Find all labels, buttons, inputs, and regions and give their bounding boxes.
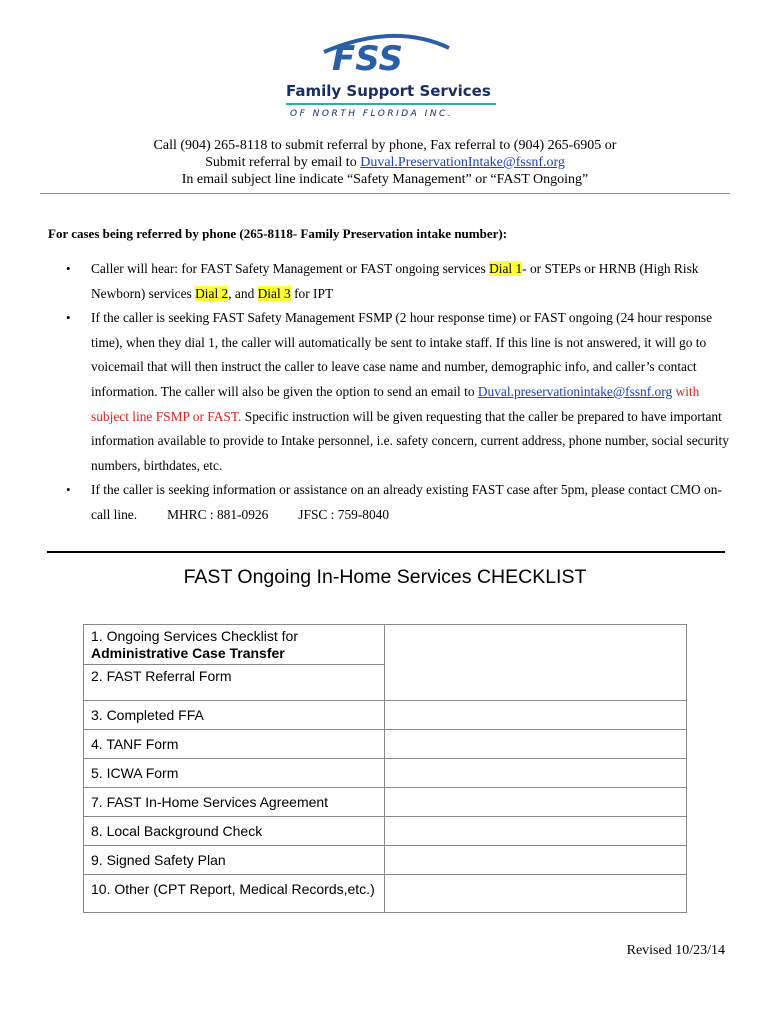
referral-email-link[interactable]: Duval.PreservationIntake@fssnf.org [360,155,565,170]
checklist-item: 7. FAST In-Home Services Agreement [84,788,385,817]
svg-text:OF NORTH FLORIDA INC.: OF NORTH FLORIDA INC. [290,109,454,119]
revision-date: Revised 10/23/14 [626,943,725,958]
checklist-check-cell[interactable] [385,817,687,846]
contact-line-1: Call (904) 265-8118 to submit referral by phone, Fax referral to (904) 265-6905 or [153,138,617,153]
bullet-icon: • [66,261,71,276]
table-row [84,701,687,730]
checklist-check-cell[interactable] [385,625,687,701]
mhrc-phone: MHRC : 881-0926 [167,506,269,522]
bullet-2-text-b: Specific instruction will be given requesting that the caller be prepared to have important information available to provide to Intake personnel, i.e. safety concern, current address, phone number, social security numbers, birthdates, etc. [91,408,729,473]
table-row [84,759,687,788]
checklist-item-1-text: 1. Ongoing Services Checklist for [91,628,298,644]
checklist-item-1-bold: Administrative Case Transfer [91,645,285,661]
checklist-table [83,624,687,913]
svg-text:Family Support Services: Family Support Services [286,82,491,100]
bullet-2-text-a: If the caller is seeking FAST Safety Management FSMP (2 hour response time) or FAST ongoing (24 hour response time), when they dial 1, the caller will automatically be sent to intake staff. If this line is not answered, it will go to voicemail that will then instruct the caller to leave case name and number, demographic info, and caller’s contact information. The caller will also be given the option to send an email to [91,310,713,399]
divider-top [40,193,730,194]
table-row [84,730,687,759]
contact-line-2 [40,154,730,171]
list-item [66,306,732,478]
bullet-1-text-b: - or STEPs or HRNB (High Risk Newborn) services [91,261,699,301]
checklist-check-cell[interactable] [385,701,687,730]
subject-line-note: with subject line FSMP or FAST. [91,383,700,424]
checklist-item: 2. FAST Referral Form [84,665,385,701]
jfsc-phone: JFSC : 759-8040 [298,506,390,522]
phone-instructions-list [66,257,732,528]
list-item [66,257,732,306]
checklist-item: 9. Signed Safety Plan [84,846,385,875]
checklist-check-cell[interactable] [385,730,687,759]
checklist-item: 5. ICWA Form [84,759,385,788]
dial-3-highlight: Dial 3 [257,285,291,301]
list-item [66,478,732,527]
dial-1-highlight: Dial 1 [489,261,523,276]
checklist-check-cell[interactable] [385,759,687,788]
table-row [84,875,687,913]
contact-email-prefix: Submit referral by email to [205,155,361,170]
phone-referral-heading: For cases being referred by phone (265-8118- Family Preservation intake number): [48,226,508,241]
checklist-item: 10. Other (CPT Report, Medical Records,etc.) [84,875,385,913]
svg-text:FSS: FSS [332,39,403,79]
checklist-item-1 [84,625,385,665]
bullet-icon: • [66,310,71,326]
checklist-check-cell[interactable] [385,846,687,875]
checklist-item: 8. Local Background Check [84,817,385,846]
bullet-1-text-d: for IPT [290,285,334,301]
contact-line-3: In email subject line indicate “Safety Management” or “FAST Ongoing” [181,172,589,187]
checklist-check-cell[interactable] [385,875,687,913]
dial-2-highlight: Dial 2 [195,285,229,301]
table-row [84,625,687,665]
bullet-1-text-c: , and [228,285,258,301]
checklist-title: FAST Ongoing In-Home Services CHECKLIST [183,566,587,588]
bullet-3-text: If the caller is seeking information or assistance on an already existing FAST case after 5pm, please contact CMO on-call line. [91,482,722,522]
table-row [84,817,687,846]
divider-section [47,551,725,553]
bullet-1-text-a: Caller will hear: for FAST Safety Management or FAST ongoing services [91,261,490,276]
intake-email-link[interactable]: Duval.preservationintake@fssnf.org [477,383,673,399]
checklist-item: 4. TANF Form [84,730,385,759]
checklist-check-cell[interactable] [385,788,687,817]
checklist-item: 3. Completed FFA [84,701,385,730]
table-row [84,846,687,875]
fss-logo [284,30,504,125]
bullet-icon: • [66,482,71,498]
table-row [84,788,687,817]
contact-info [40,137,730,188]
